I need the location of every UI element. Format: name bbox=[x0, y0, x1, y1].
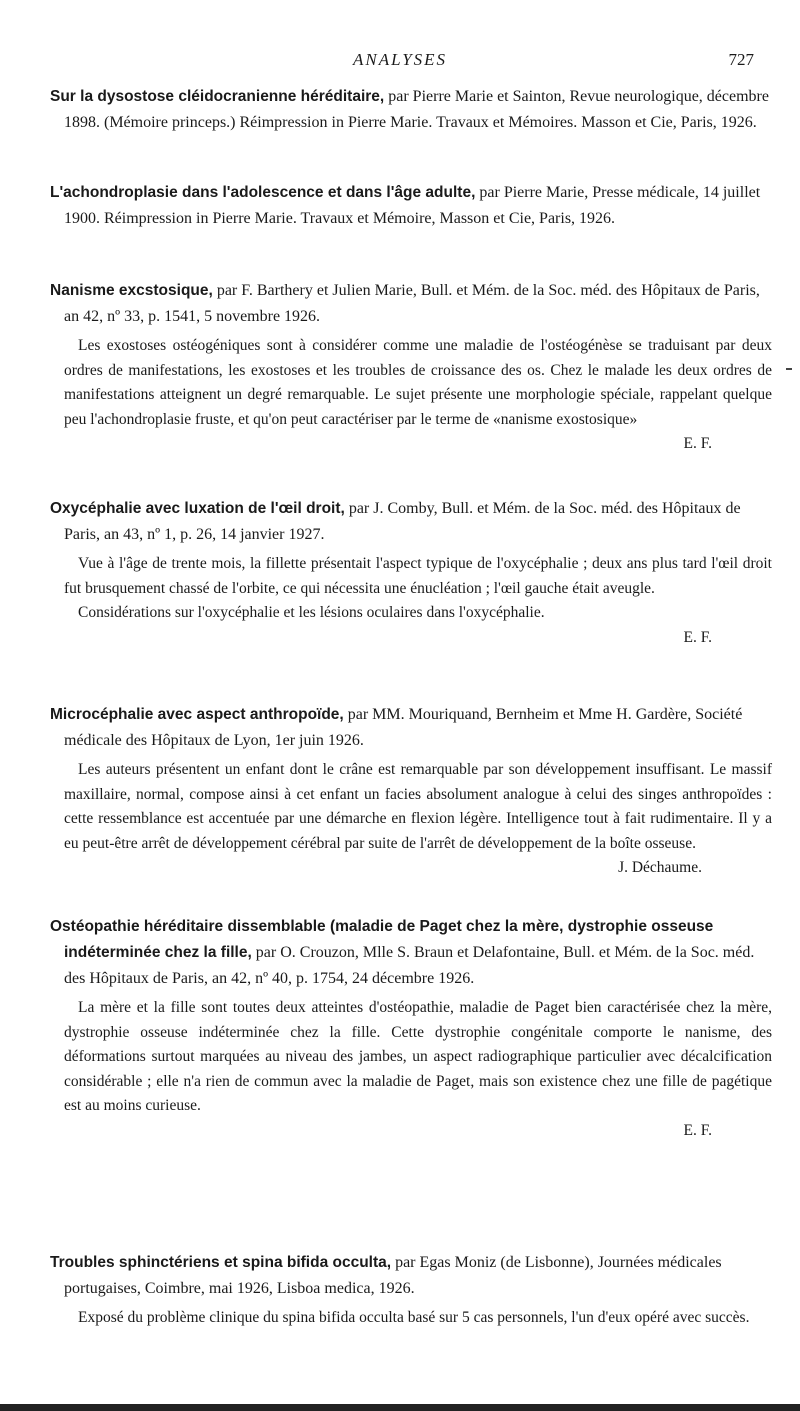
entry-reference bbox=[50, 1250, 772, 1302]
abstract-paragraph: Les auteurs présentent un enfant dont le crâne est remarquable par son développement insuffisant. Le massif maxillaire, normal, compose ainsi à cet enfant un facies absolument analogue à celui des singes anthropoïdes : cette ressemblance est accentuée par une démarche en flexion légère. Intelligence tout à fait rudimentaire. Il y a eu peut-être arrêt de développement cérébral par suite de l'arrêt de développement de la boîte osseuse. bbox=[64, 761, 772, 852]
entry-troubles-sphincteriens bbox=[50, 1250, 772, 1331]
abstract-paragraph: La mère et la fille sont toutes deux atteintes d'ostéopathie, maladie de Paget bien caractérisée chez la mère, dystrophie osseuse indéterminée chez la fille. Cette dystrophie congénitale comporte le nanisme, des déformations surtout marquées au niveau des jambes, un aspect radiographique particulier avec décalcification considérable ; elle n'a rien de commun avec la maladie de Paget, mais son existence chez une fille de pagétique est au moins curieuse. bbox=[64, 999, 772, 1114]
abstract-paragraph: Considérations sur l'oxycéphalie et les lésions oculaires dans l'oxycéphalie. bbox=[78, 604, 545, 621]
entry-title: Troubles sphinctériens et spina bifida occulta, bbox=[50, 1254, 392, 1271]
entry-citation: par Pierre Marie, Presse médicale, 14 juillet 1900. Réimpression in Pierre Marie. Travaux et Mémoire, Masson et Cie, Paris, 1926. bbox=[64, 184, 761, 227]
entry-citation: par Pierre Marie et Sainton, Revue neurologique, décembre 1898. (Mémoire princeps.) Réimpression in Pierre Marie. Travaux et Mémoires. Masson et Cie, Paris, 1926. bbox=[64, 88, 769, 131]
abstract-paragraph: Les exostoses ostéogéniques sont à considérer comme une maladie de l'ostéogénèse se traduisant par deux ordres de manifestations, les exostoses et les troubles de croissance des os. Chez le malade les deux ordres de manifestations atteignent un degré remarquable. Le sujet présente une morphologie spéciale, rappelant quelque peu l'achondroplasie fruste, et qu'on peut caractériser par le terme de «nanisme exostosique» bbox=[64, 337, 772, 428]
page-number: 727 bbox=[728, 50, 754, 69]
entry-signature: E. F. bbox=[683, 628, 712, 646]
entry-oxycephalie bbox=[50, 496, 772, 650]
page-edge bbox=[0, 1404, 800, 1411]
entry-reference bbox=[50, 278, 772, 330]
entry-nanisme bbox=[50, 278, 772, 456]
entry-signature: E. F. bbox=[683, 1121, 712, 1139]
entry-title: Microcéphalie avec aspect anthropoïde, bbox=[50, 706, 344, 723]
entry-abstract bbox=[64, 758, 772, 856]
entry-osteopathie bbox=[50, 914, 772, 1143]
entry-title: Oxycéphalie avec luxation de l'œil droit, bbox=[50, 500, 345, 517]
entry-achondroplasie bbox=[50, 180, 772, 232]
entry-abstract bbox=[64, 1306, 772, 1331]
abstract-paragraph: Exposé du problème clinique du spina bifida occulta basé sur 5 cas personnels, l'un d'eux opéré avec succès. bbox=[78, 1309, 750, 1326]
entry-citation: par F. Barthery et Julien Marie, Bull. et Mém. de la Soc. méd. des Hôpitaux de Paris, an 42, nº 33, p. 1541, 5 novembre 1926. bbox=[64, 282, 760, 325]
entry-citation: par MM. Mouriquand, Bernheim et Mme H. Gardère, Société médicale des Hôpitaux de Lyon, 1er juin 1926. bbox=[64, 706, 743, 749]
running-title: ANALYSES bbox=[352, 50, 448, 69]
running-head bbox=[0, 50, 800, 74]
entry-reference bbox=[50, 914, 772, 992]
entry-reference bbox=[50, 702, 772, 754]
entry-title: Nanisme excstosique, bbox=[50, 282, 213, 299]
entry-reference bbox=[50, 180, 772, 232]
margin-mark bbox=[786, 368, 792, 370]
entry-title: Ostéopathie héréditaire dissemblable (maladie de Paget chez la mère, dystrophie osseuse indéterminée chez la fille, bbox=[50, 918, 714, 961]
entry-title: Sur la dysostose cléidocranienne héréditaire, bbox=[50, 88, 385, 105]
entry-abstract bbox=[64, 996, 772, 1119]
entry-citation: par Egas Moniz (de Lisbonne), Journées médicales portugaises, Coimbre, mai 1926, Lisboa medica, 1926. bbox=[64, 1254, 722, 1297]
entry-title: L'achondroplasie dans l'adolescence et dans l'âge adulte, bbox=[50, 184, 476, 201]
entry-microcephalie bbox=[50, 702, 772, 880]
entry-dysostose bbox=[50, 84, 772, 136]
entry-abstract bbox=[64, 334, 772, 432]
entry-abstract bbox=[64, 552, 772, 626]
entry-signature: E. F. bbox=[683, 435, 712, 452]
abstract-paragraph: Vue à l'âge de trente mois, la fillette présentait l'aspect typique de l'oxycéphalie ; deux ans plus tard l'œil droit fut brusquement chassé de l'orbite, ce qui nécessita une énucléation ; l'œil gauche était aveugle. bbox=[64, 555, 772, 597]
entry-citation: par J. Comby, Bull. et Mém. de la Soc. méd. des Hôpitaux de Paris, an 43, nº 1, p. 26, 14 janvier 1927. bbox=[64, 500, 741, 543]
entry-signature: J. Déchaume. bbox=[618, 859, 702, 876]
entry-reference bbox=[50, 496, 772, 548]
entry-citation: par O. Crouzon, Mlle S. Braun et Delafontaine, Bull. et Mém. de la Soc. méd. des Hôpitaux de Paris, an 42, nº 40, p. 1754, 24 décembre 1926. bbox=[64, 944, 755, 987]
entry-reference bbox=[50, 84, 772, 136]
